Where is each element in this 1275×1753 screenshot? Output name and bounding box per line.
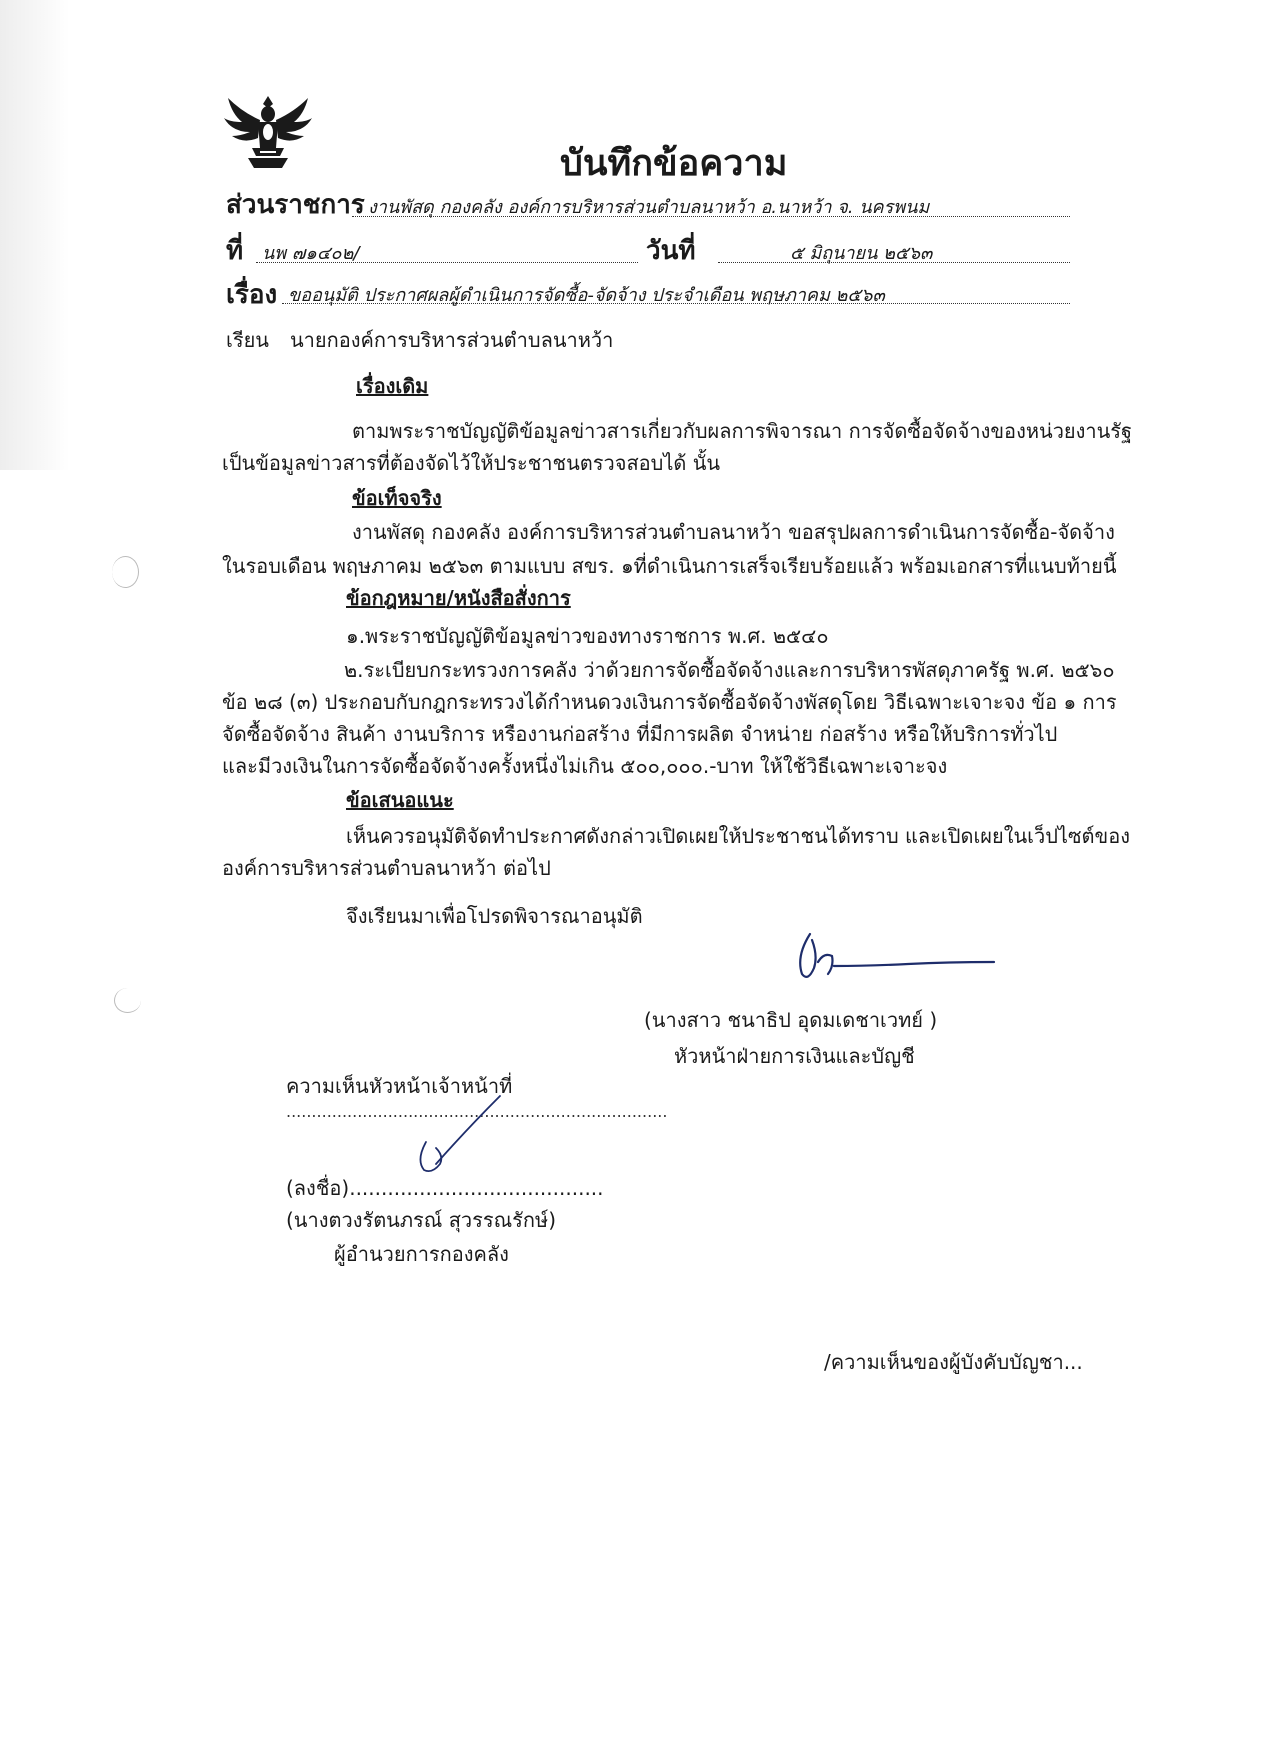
opinion-heading: ความเห็นหัวหน้าเจ้าหน้าที่ [286,1074,513,1098]
facts-heading: ข้อเท็จจริง [352,486,442,510]
opinion-signer-position: ผู้อำนวยการกองคลัง [334,1242,509,1266]
proposal-heading: ข้อเสนอแนะ [346,788,454,812]
reference-label: ที่ [226,236,244,266]
law-line-2: ๒.ระเบียบกระทรวงการคลัง ว่าด้วยการจัดซื้อจัดจ้างและการบริหารพัสดุภาครัฐ พ.ศ. ๒๕๖๐ [344,658,1115,682]
law-line-5: และมีวงเงินในการจัดซื้อจัดจ้างครั้งหนึ่งไม่เกิน ๕๐๐,๐๐๐.-บาท ให้ใช้วิธีเฉพาะเจาะจง [222,754,948,778]
punch-hole-mark [112,556,139,588]
recipient-value: นายกองค์การบริหารส่วนตำบลนาหว้า [290,328,614,352]
date-value: ๕ มิถุนายน ๒๕๖๓ [790,243,933,264]
reference-value: นพ ๗๑๔๐๒/ [262,243,360,264]
opinion-signer-name: (นางตวงรัตนภรณ์ สุวรรณรักษ์) [286,1208,557,1232]
garuda-emblem-icon [222,92,314,174]
background-heading: เรื่องเดิม [356,374,429,398]
subject-label: เรื่อง [226,280,278,310]
law-line-3: ข้อ ๒๘ (๓) ประกอบกับกฎกระทรวงได้กำหนดวงเงินการจัดซื้อจัดจ้างพัสดุโดย วิธีเฉพาะเจาะจง ข้อ ๑ การ [222,690,1117,714]
agency-value: งานพัสดุ กองคลัง องค์การบริหารส่วนตำบลนาหว้า อ.นาหว้า จ. นครพนม [368,197,930,218]
proposal-line-1: เห็นควรอนุมัติจัดทำประกาศดังกล่าวเปิดเผยให้ประชาชนได้ทราบ และเปิดเผยในเว็ปไซต์ของ [346,824,1130,848]
background-line-2: เป็นข้อมูลข่าวสารที่ต้องจัดไว้ให้ประชาชนตรวจสอบได้ นั้น [222,451,721,475]
facts-line-1: งานพัสดุ กองคลัง องค์การบริหารส่วนตำบลนาหว้า ขอสรุปผลการดำเนินการจัดซื้อ-จัดจ้าง [352,520,1115,544]
subject-value: ขออนุมัติ ประกาศผลผู้ดำเนินการจัดซื้อ-จัดจ้าง ประจำเดือน พฤษภาคม ๒๕๖๓ [288,285,885,306]
law-line-4: จัดซื้อจัดจ้าง สินค้า งานบริการ หรืองานก่อสร้าง ที่มีการผลิต จำหน่าย ก่อสร้าง หรือให้บริการทั่วไป [222,722,1058,746]
scan-shadow [0,0,70,470]
agency-label: ส่วนราชการ [226,190,365,220]
approval-check-mark [396,1090,506,1180]
continued-note: /ความเห็นของผู้บังคับบัญชา... [824,1350,1083,1374]
page-title: บันทึกข้อความ [560,143,788,184]
closing-line: จึงเรียนมาเพื่อโปรดพิจารณาอนุมัติ [346,904,643,928]
background-line-1: ตามพระราชบัญญัติข้อมูลข่าวสารเกี่ยวกับผลการพิจารณา การจัดซื้อจัดจ้างของหน่วยงานรัฐ [352,419,1133,443]
proposal-line-2: องค์การบริหารส่วนตำบลนาหว้า ต่อไป [222,856,551,880]
law-line-1: ๑.พระราชบัญญัติข้อมูลข่าวของทางราชการ พ.ศ. ๒๕๔๐ [346,624,829,648]
opinion-sign-line: (ลงชื่อ)........................................ [286,1176,604,1200]
date-label: วันที่ [646,236,696,266]
recipient-label: เรียน [226,328,269,352]
punch-hole-mark [114,988,141,1013]
signer-position: หัวหน้าฝ่ายการเงินและบัญชี [674,1044,915,1068]
handwritten-signature [788,926,998,986]
facts-line-2: ในรอบเดือน พฤษภาคม ๒๕๖๓ ตามแบบ สขร. ๑ที่ดำเนินการเสร็จเรียบร้อยแล้ว พร้อมเอกสารที่แนบท้ายนี้ [222,554,1117,578]
signer-name: (นางสาว ชนาธิป อุดมเดชาเวทย์ ) [644,1008,938,1032]
opinion-dotted-line: ........................................................................... [286,1102,668,1121]
law-heading: ข้อกฎหมาย/หนังสือสั่งการ [346,586,571,610]
